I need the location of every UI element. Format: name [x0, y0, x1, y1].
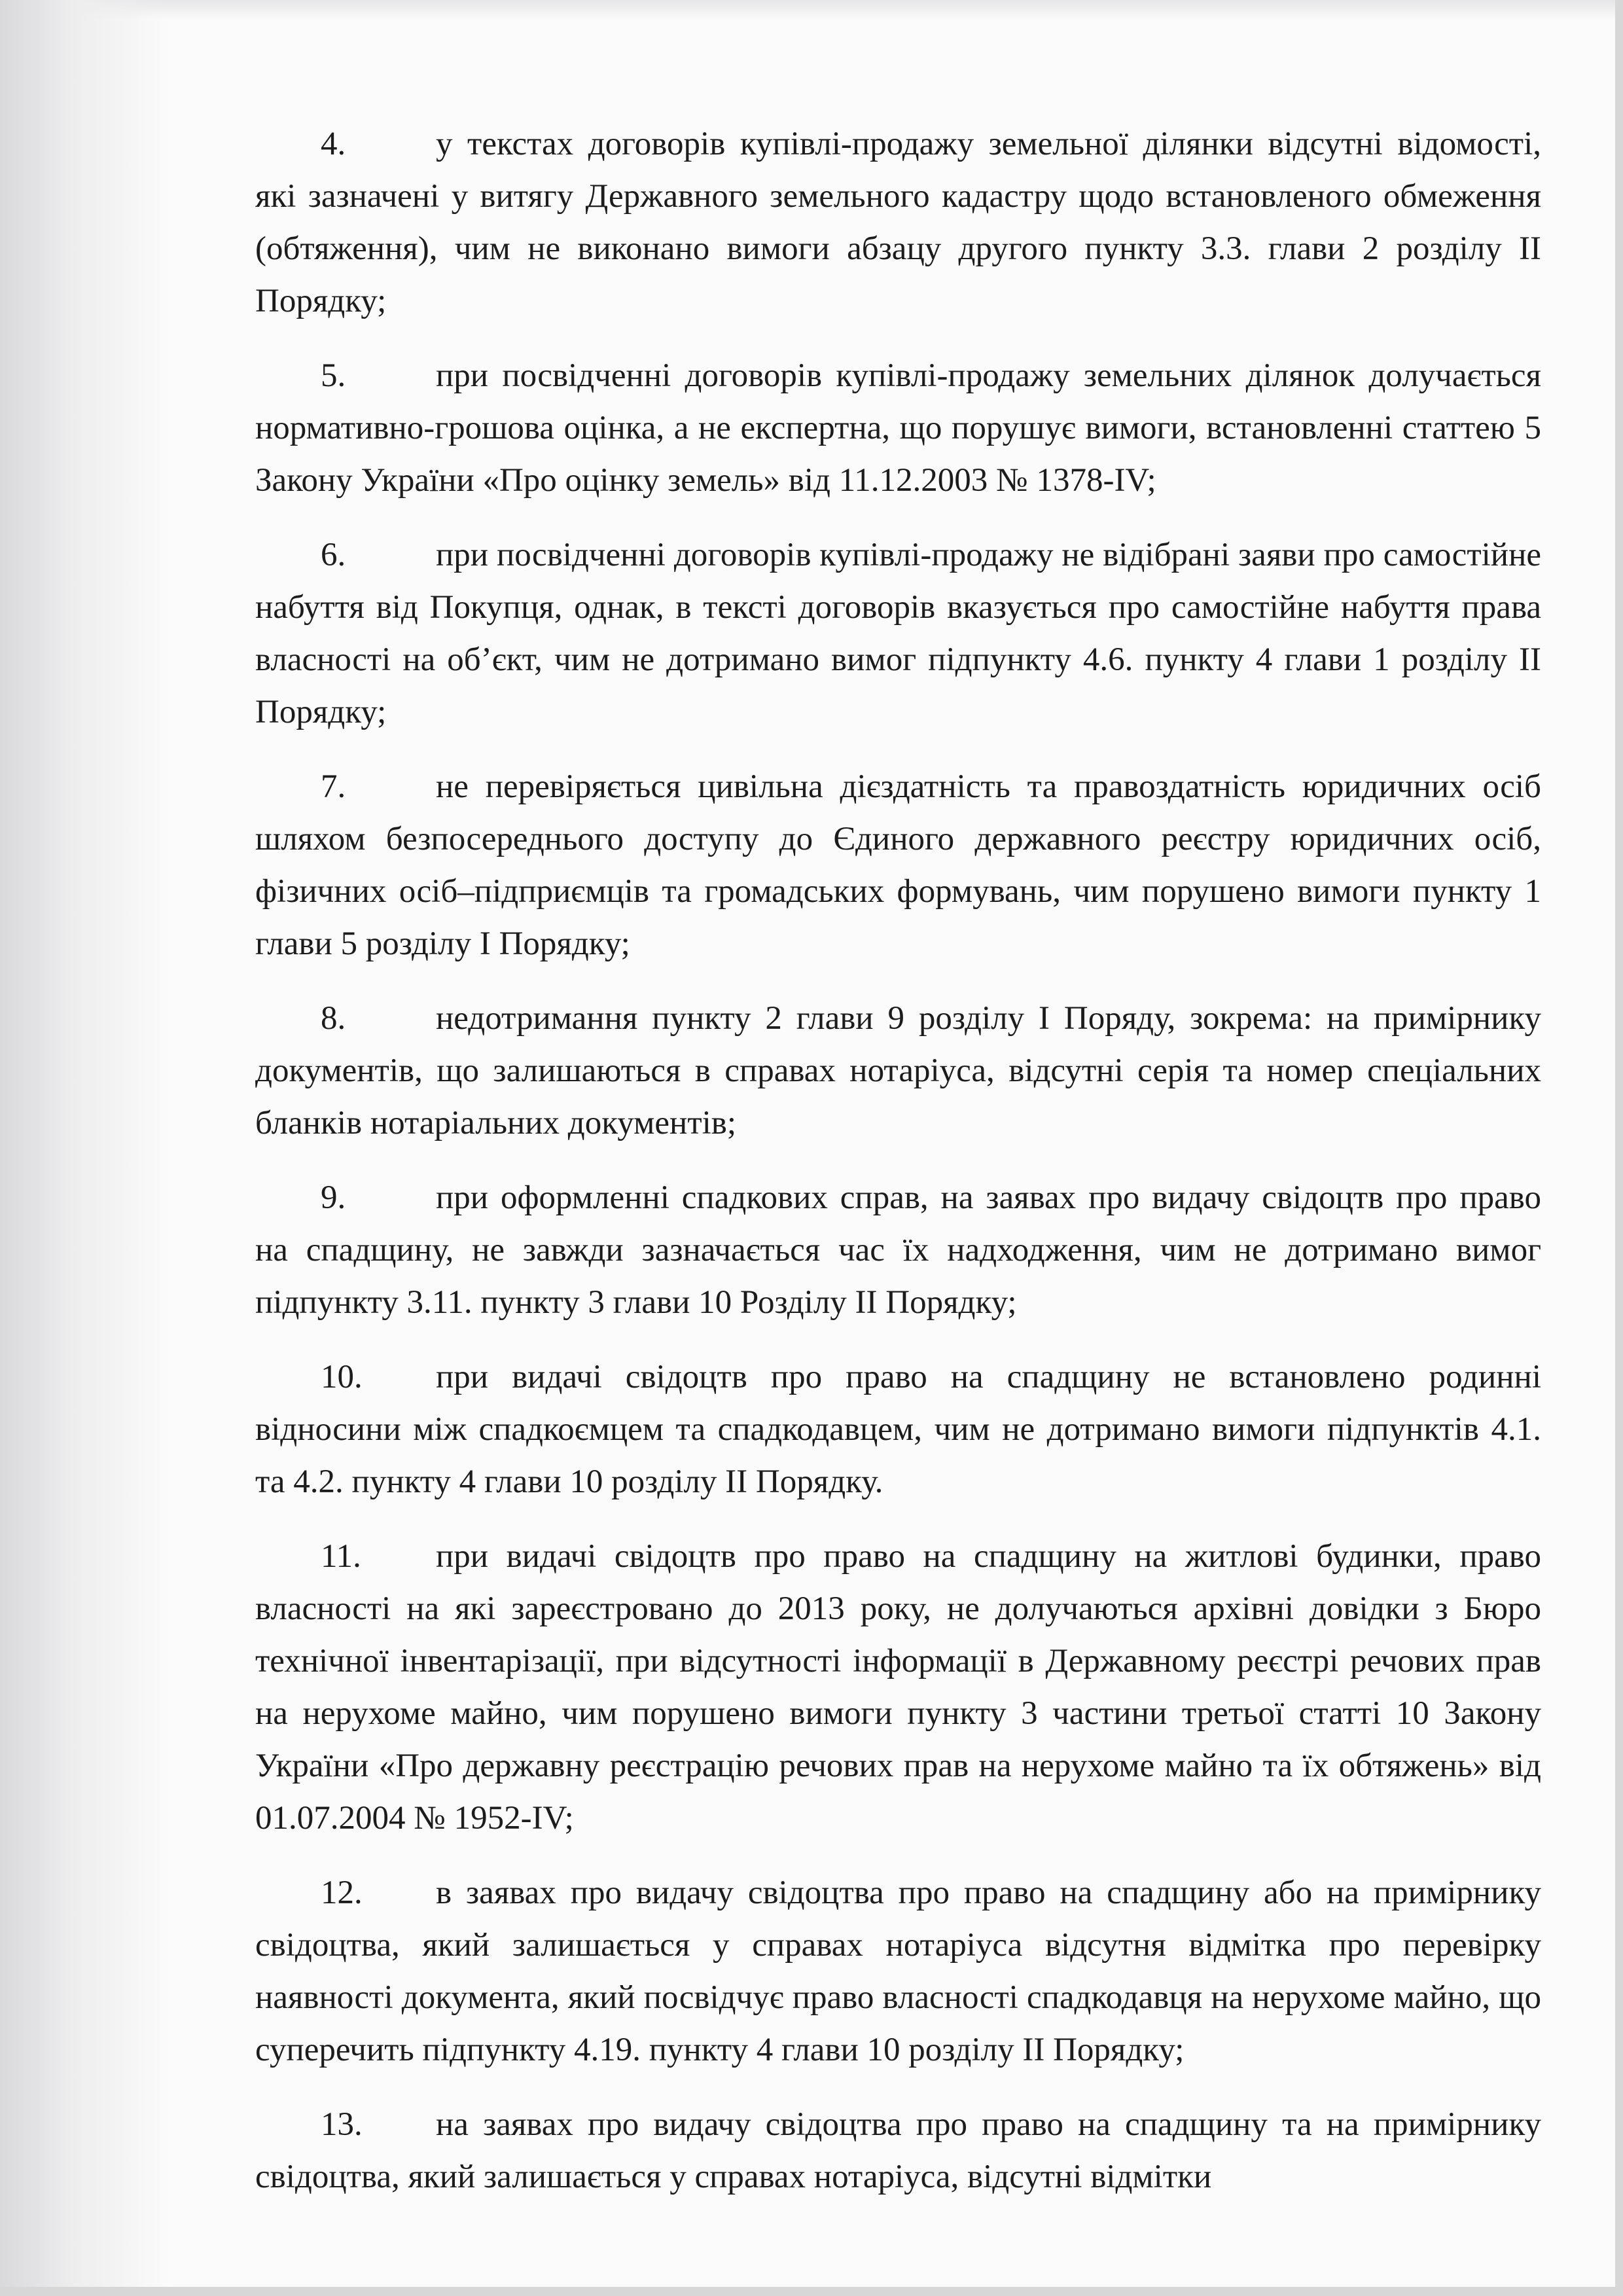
item-number: 9.	[321, 1179, 346, 1216]
item-number: 10.	[321, 1359, 363, 1395]
item-text: не перевіряється цивільна дієздатність та правоздатність юридичних осіб шляхом безпосереднього доступу до Єдиного державного реєстру юридичних осіб, фізичних осіб–підприємців та громадських формувань, чим порушено вимоги пункту 1 глави 5 розділу І Порядку;	[255, 768, 1541, 962]
scan-edge-right	[1615, 0, 1623, 2296]
item-number: 11.	[321, 1538, 361, 1575]
item-text: недотримання пункту 2 глави 9 розділу І Поряду, зокрема: на примірнику документів, що залишаються в справах нотаріуса, відсутні серія та номер спеціальних бланків нотаріальних документів;	[255, 1000, 1541, 1141]
list-item	[255, 1351, 1541, 1508]
item-number: 6.	[321, 537, 346, 573]
item-text: в заявах про видачу свідоцтва про право на спадщину або на примірнику свідоцтва, який залишається у справах нотаріуса відсутня відмітка про перевірку наявності документа, який посвідчує право власності спадкодавця на нерухоме майно, що суперечить підпункту 4.19. пункту 4 глави 10 розділу ІІ Порядку;	[255, 1874, 1541, 2068]
scan-shadow-left	[0, 0, 170, 2296]
item-number: 7.	[321, 768, 346, 805]
list-item	[255, 2098, 1541, 2203]
list-item	[255, 529, 1541, 738]
item-text: при видачі свідоцтв про право на спадщину на житлові будинки, право власності на які зареєстровано до 2013 року, не долучаються архівні довідки з Бюро технічної інвентарізації, при відсутності інформації в Державному реєстрі речових прав на нерухоме майно, чим порушено вимоги пункту 3 частини третьої статті 10 Закону України «Про державну реєстрацію речових прав на нерухоме майно та їх обтяжень» від 01.07.2004 № 1952-IV;	[255, 1538, 1541, 1837]
scan-edge-bottom	[0, 2287, 1623, 2296]
item-number: 4.	[321, 126, 346, 162]
item-text: на заявах про видачу свідоцтва про право на спадщину та на примірнику свідоцтва, який залишається у справах нотаріуса, відсутні відмітки	[255, 2106, 1541, 2195]
item-number: 12.	[321, 1874, 363, 1911]
item-text: при оформленні спадкових справ, на заявах про видачу свідоцтв про право на спадщину, не завжди зазначається час їх надходження, чим не дотримано вимог підпункту 3.11. пункту 3 глави 10 Розділу ІІ Порядку;	[255, 1179, 1541, 1321]
list-item	[255, 1172, 1541, 1329]
scan-shadow-top	[0, 0, 1623, 20]
list-item	[255, 1530, 1541, 1844]
list-item	[255, 761, 1541, 970]
item-text: при посвідченні договорів купівлі-продажу не відібрані заяви про самостійне набуття від Покупця, однак, в тексті договорів вказується про самостійне набуття права власності на об’єкт, чим не дотримано вимог підпункту 4.6. пункту 4 глави 1 розділу ІІ Порядку;	[255, 537, 1541, 730]
list-item	[255, 992, 1541, 1149]
item-text: у текстах договорів купівлі-продажу земельної ділянки відсутні відомості, які зазначені у витягу Державного земельного кадастру щодо встановленого обмеження (обтяження), чим не виконано вимоги абзацу другого пункту 3.3. глави 2 розділу ІІ Порядку;	[255, 126, 1541, 319]
item-number: 13.	[321, 2106, 363, 2143]
list-item	[255, 350, 1541, 507]
item-number: 5.	[321, 357, 346, 394]
item-number: 8.	[321, 1000, 346, 1037]
document-body	[255, 118, 1541, 2225]
item-text: при посвідченні договорів купівлі-продажу земельних ділянок долучається нормативно-грошова оцінка, а не експертна, що порушує вимоги, встановленні статтею 5 Закону України «Про оцінку земель» від 11.12.2003 № 1378-IV;	[255, 357, 1541, 499]
list-item	[255, 1867, 1541, 2076]
item-text: при видачі свідоцтв про право на спадщину не встановлено родинні відносини між спадкоємцем та спадкодавцем, чим не дотримано вимоги підпунктів 4.1. та 4.2. пункту 4 глави 10 розділу ІІ Порядку.	[255, 1359, 1541, 1500]
list-item	[255, 118, 1541, 327]
